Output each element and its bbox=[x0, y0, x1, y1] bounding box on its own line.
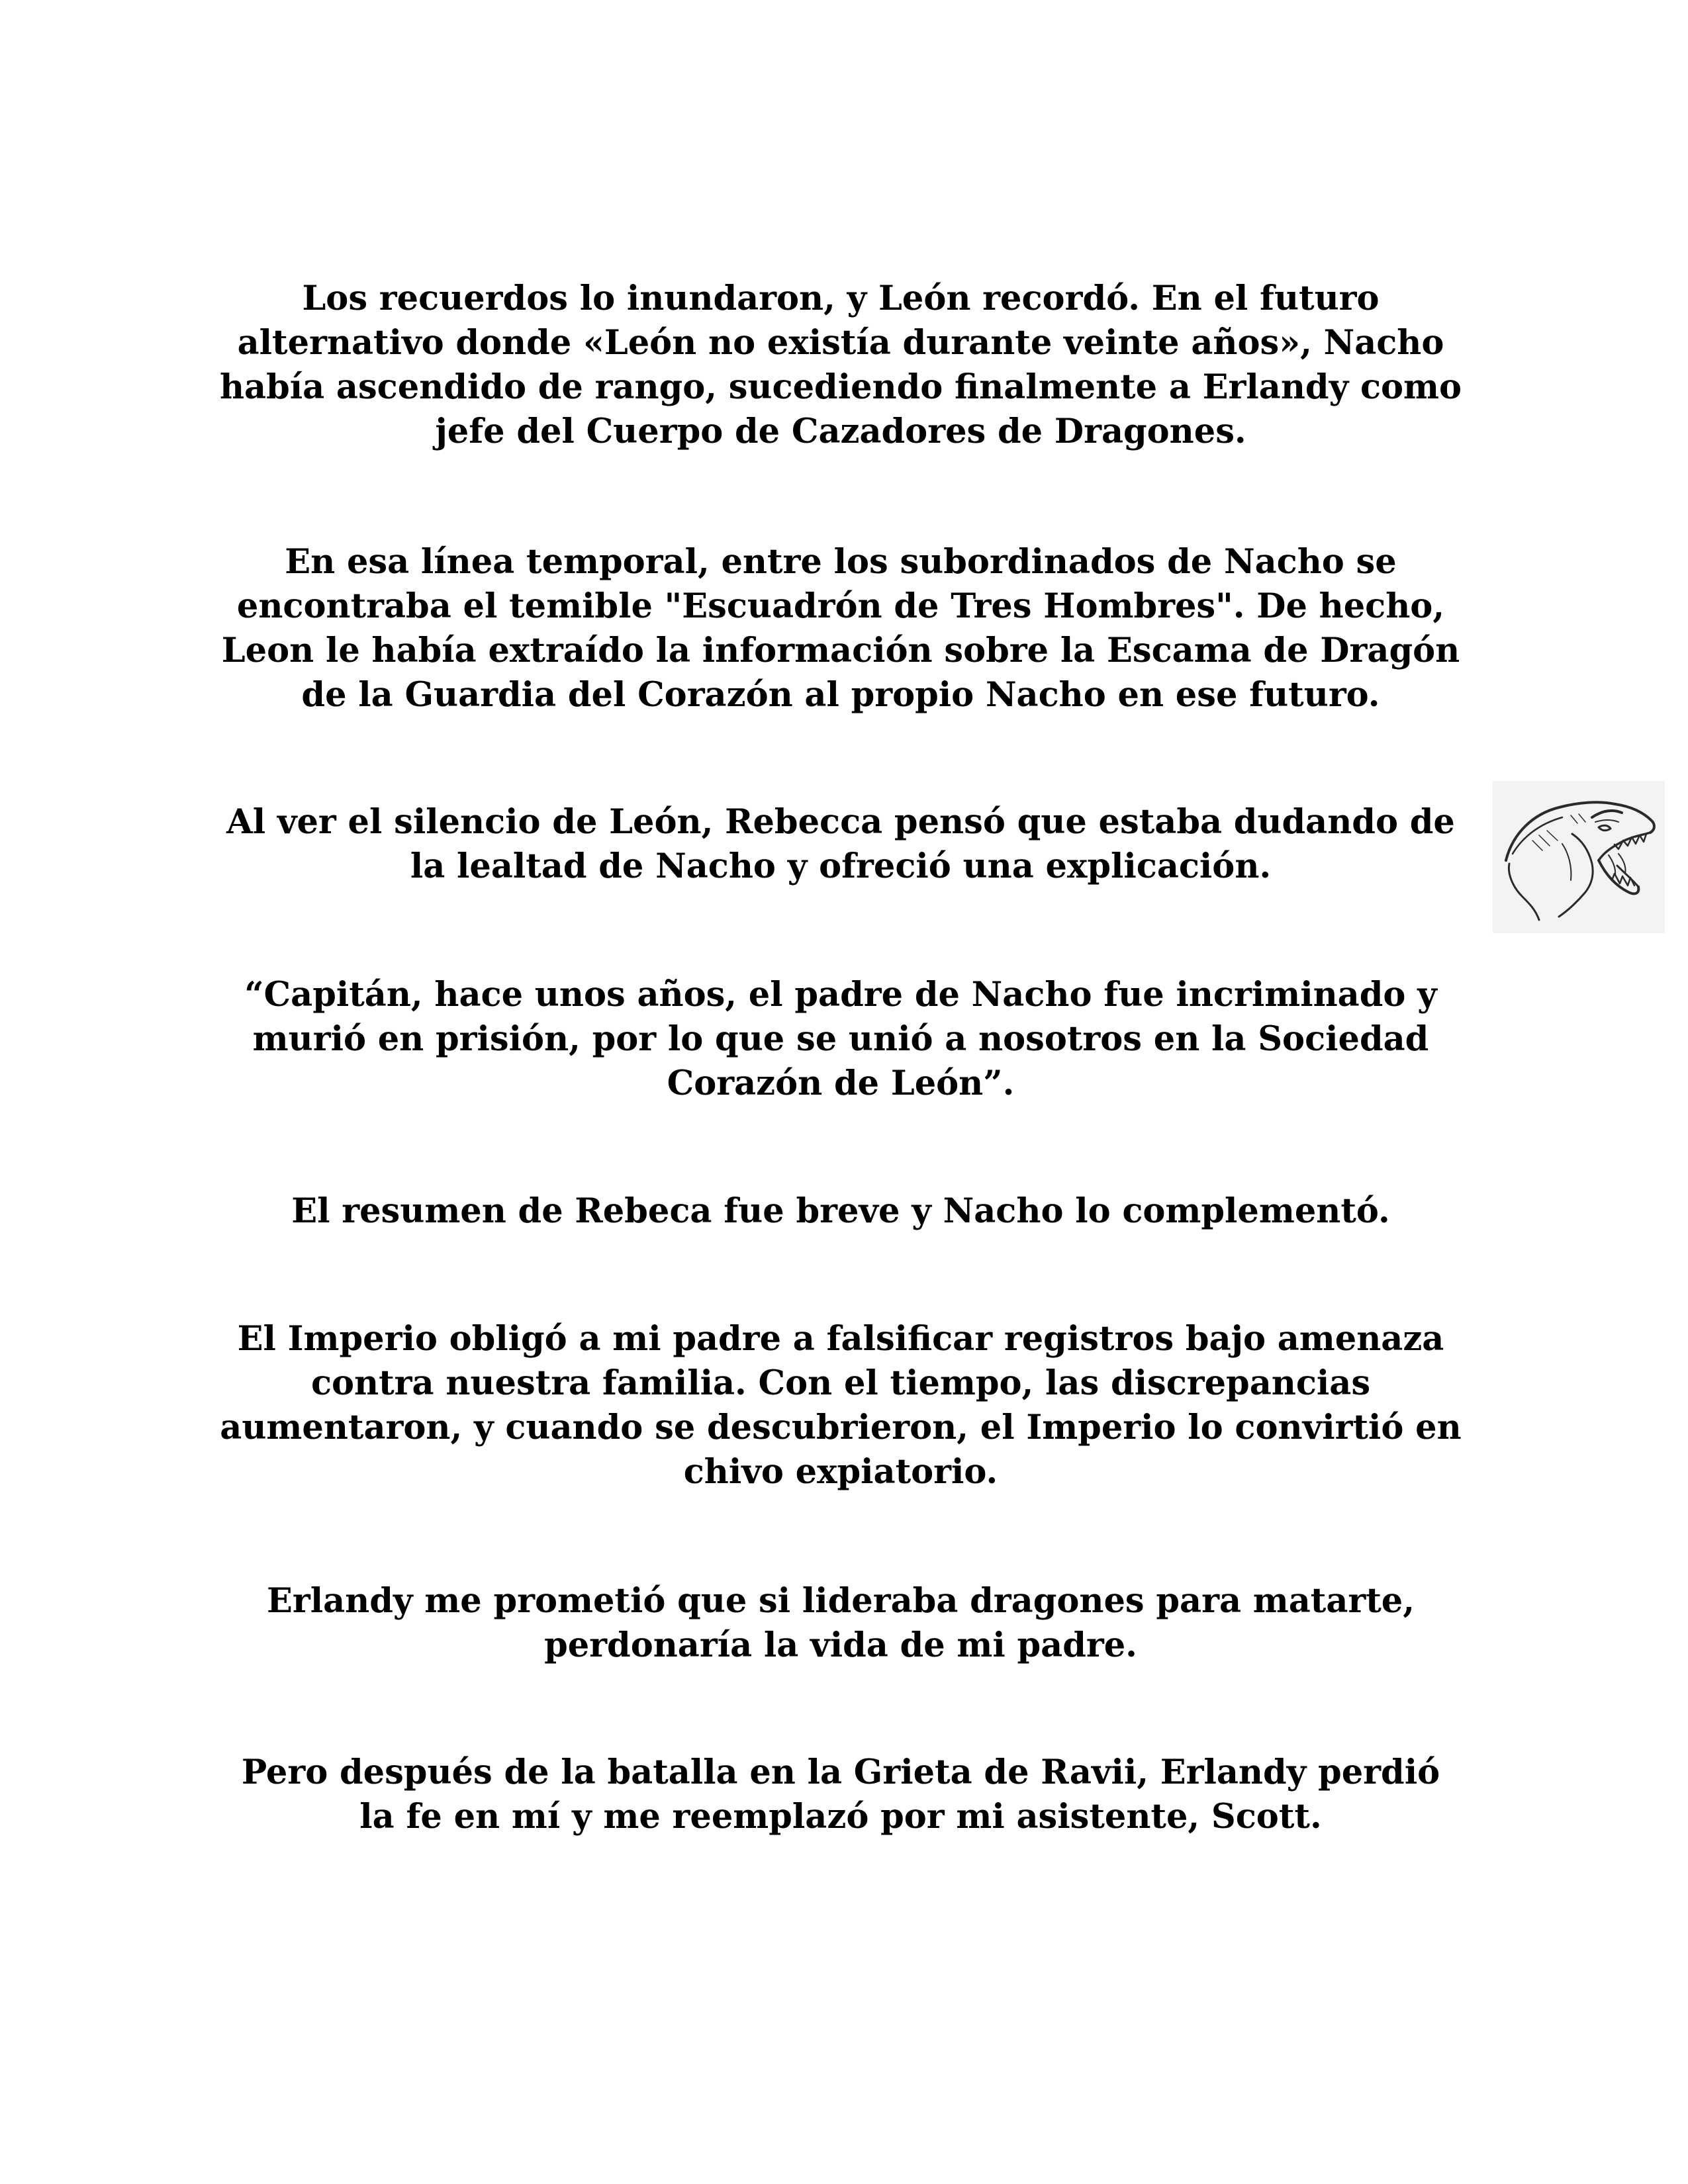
paragraph-7: Erlandy me prometió que si lideraba dragones para matarte, perdonaría la vida de mi padre. bbox=[267, 1581, 1415, 1665]
paragraph-2: En esa línea temporal, entre los subordinados de Nacho se encontraba el temible "Escuadrón de Tres Hombres". De hecho, Leon le había extraído la información sobre la Escama de Dragón de la Guardia del Corazón al propio Nacho en ese futuro. bbox=[221, 542, 1460, 715]
paragraph-3: Al ver el silencio de León, Rebecca pensó que estaba dudando de la lealtad de Nacho y ofreció una explicación. bbox=[226, 802, 1455, 886]
paragraph-8: Pero después de la batalla en la Grieta de Ravii, Erlandy perdió la fe en mí y me reemplazó por mi asistente, Scott. bbox=[241, 1752, 1440, 1837]
paragraph-5: El resumen de Rebeca fue breve y Nacho lo complementó. bbox=[291, 1191, 1390, 1231]
document-body bbox=[218, 277, 1463, 1839]
paragraph-1: Los recuerdos lo inundaron, y León recordó. En el futuro alternativo donde «León no existía durante veinte años», Nacho había ascendido de rango, sucediendo finalmente a Erlandy como jefe del Cuerpo de Cazadores de Dragones. bbox=[219, 279, 1462, 451]
paragraph-6: El Imperio obligó a mi padre a falsificar registros bajo amenaza contra nuestra familia. Con el tiempo, las discrepancias aumentaron, y cuando se descubrieron, el Imperio lo convirtió en chivo expiatorio. bbox=[220, 1319, 1462, 1492]
dragon-head-sketch-icon bbox=[1493, 781, 1665, 933]
paragraph-4: “Capitán, hace unos años, el padre de Nacho fue incriminado y murió en prisión, por lo que se unió a nosotros en la Sociedad Corazón de León”. bbox=[244, 975, 1437, 1103]
